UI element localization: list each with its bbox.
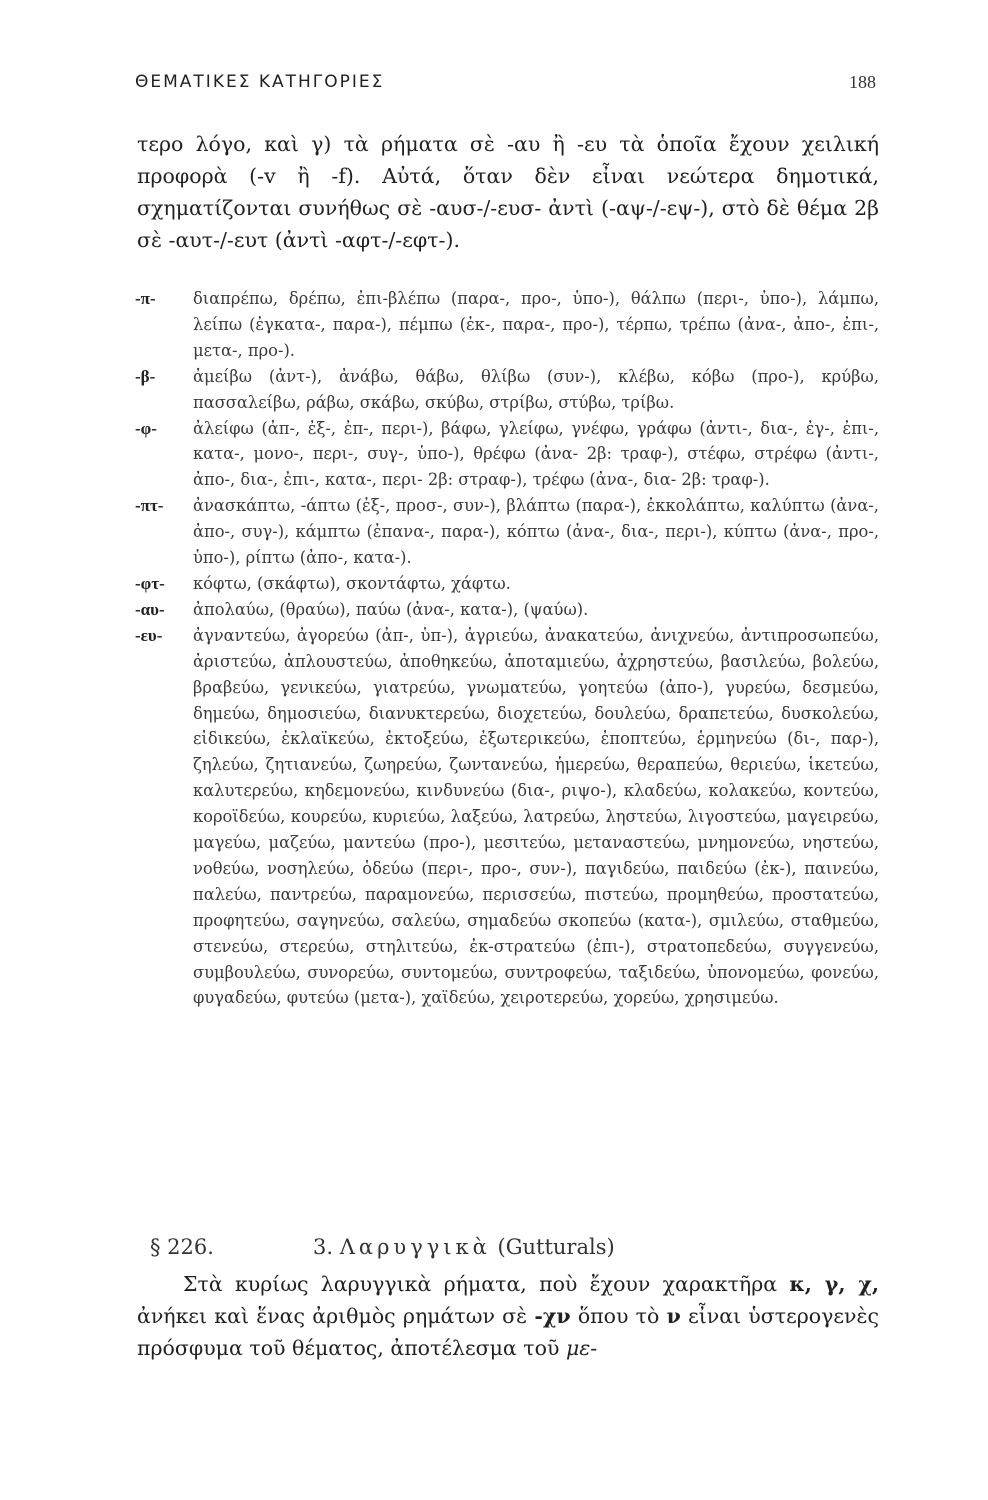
paragraph-bold: ν [666,1304,681,1328]
paragraph-text: ὅπου τὸ [577,1304,660,1328]
paragraph-bold: -χν [534,1304,571,1328]
verb-class-label: -π- [135,289,156,308]
verb-class-entry [137,571,879,597]
section-paragraph [137,1268,879,1364]
verb-class-text: κόφτω, (σκάφτω), σκοντάφτω, χάφτω. [193,573,511,593]
paragraph-text: ἀνήκει καὶ ἕνας ἀριθμὸς ρημάτων σὲ [137,1304,528,1328]
paragraph-italic: με- [565,1336,598,1360]
verb-class-text: ἀνασκάπτω, -άπτω (ἐξ-, προσ-, συν-), βλάπτω (παρα-), ἐκκολάπτω, καλύπτω (ἀνα-, ἀπο-, συγ-), κάμπτω (ἐπανα-, παρα-), κόπτω (ἀνα-, δια-, περι-), κύπτω (ἀνα-, προ-, ὑπο-), ρίπτω (ἀπο-, κατα-). [193,496,879,568]
section-heading [150,1235,880,1269]
paragraph-text: Στὰ κυρίως λαρυγγικὰ ρήματα, ποὺ ἔχουν χαρακτῆρα [183,1272,778,1296]
verb-class-label: -φτ- [135,573,165,593]
verb-class-entry [137,286,879,364]
verb-class-label: -πτ- [135,496,164,516]
section-greek-title: Λαρυγγικὰ [339,1235,491,1259]
running-title: ΘΕΜΑΤΙΚΕΣ ΚΑΤΗΓΟΡΙΕΣ [135,72,385,92]
verb-class-entry [137,597,879,623]
section-english-title: (Gutturals) [497,1235,615,1259]
section-number: § 226. [150,1235,214,1259]
verb-class-entry [137,493,879,571]
verb-class-label: -β- [135,366,156,386]
verb-class-entry [137,416,879,494]
verb-class-text: ἀπολαύω, (θραύω), παύω (ἀνα-, κατα-), (ψαύω). [193,599,589,619]
verb-class-label: -αυ- [135,599,165,619]
intro-paragraph: τερο λόγο, καὶ γ) τὰ ρήματα σὲ -αυ ἢ -ευ τὰ ὁποῖα ἔχουν χειλική προφορὰ (-v ἢ -f). Αὐτά, ὅταν δὲν εἶναι νεώτερα δημοτικά, σχηματίζονται συνήθως σὲ -αυσ-/-ευσ- ἀντὶ (-αψ-/-εψ-), στὸ δὲ θέμα 2β σὲ -αυτ-/-ευτ (ἀντὶ -αφτ-/-εφτ-). [137,132,879,252]
verb-class-text: ἀλείφω (ἀπ-, ἐξ-, ἐπ-, περι-), βάφω, γλείφω, γνέφω, γράφω (ἀντι-, δια-, ἐγ-, ἐπι-, κατα-, μονο-, περι-, συγ-, ὑπο-), θρέφω (ἀνα- 2β: τραφ-), στέφω, στρέφω (ἀντι-, ἀπο-, δια-, ἐπι-, κατα-, περι- 2β: στραφ-), τρέφω (ἀνα-, δια- 2β: τραφ-). [193,418,879,490]
verb-class-label: -ευ- [135,625,163,645]
running-header [135,72,876,100]
verb-class-text: ἀγναντεύω, ἀγορεύω (ἀπ-, ὑπ-), ἀγριεύω, ἀνακατεύω, ἀνιχνεύω, ἀντιπροσωπεύω, ἀριστεύω, ἀπλουστεύω, ἀποθηκεύω, ἀποταμιεύω, ἀχρηστεύω, βασιλεύω, βολεύω, βραβεύω, γενικεύω, γιατρεύω, γνωματεύω, γοητεύω (ἀπο-), γυρεύω, δεσμεύω, δημεύω, δημοσιεύω, διανυκτερεύω, διοχετεύω, δουλεύω, δραπετεύω, δυσκολεύω, εἰδικεύω, ἐκλαϊκεύω, ἐκτοξεύω, ἐξωτερικεύω, ἐποπτεύω, ἑρμηνεύω (δι-, παρ-), ζηλεύω, ζητιανεύω, ζωηρεύω, ζωντανεύω, ἡμερεύω, θεραπεύω, θεριεύω, ἱκετεύω, καλυτερεύω, κηδεμονεύω, κινδυνεύω (δια-, ριψο-), κλαδεύω, κολακεύω, κοντεύω, κοροϊδεύω, κουρεύω, κυριεύω, λαξεύω, λατρεύω, ληστεύω, λιγοστεύω, μαγειρεύω, μαγεύω, μαζεύω, μαντεύω (προ-), μεσιτεύω, μεταναστεύω, μνημονεύω, νηστεύω, νοθεύω, νοσηλεύω, ὁδεύω (περι-, προ-, συν-), παγιδεύω, παιδεύω (ἐκ-), παινεύω, παλεύω, παντρεύω, παραμονεύω, περισσεύω, πιστεύω, προμηθεύω, προστατεύω, προφητεύω, σαγηνεύω, σαλεύω, σημαδεύω σκοπεύω (κατα-), σμιλεύω, σταθμεύω, στενεύω, στερεύω, στηλιτεύω, ἐκ-στρατεύω (ἐπι-), στρατοπεδεύω, συγγενεύω, συμβουλεύω, συνορεύω, συντομεύω, συντροφεύω, ταξιδεύω, ὑπονομεύω, φονεύω, φυγαδεύω, φυτεύω (μετα-), χαϊδεύω, χειροτερεύω, χορεύω, χρησιμεύω. [193,625,879,1008]
paragraph-bold: κ, γ, χ, [789,1272,879,1296]
verb-class-entry [137,364,879,416]
verb-class-text: διαπρέπω, δρέπω, ἐπι-βλέπω (παρα-, προ-, ὑπο-), θάλπω (περι-, ὑπο-), λάμπω, λείπω (ἐγκατα-, παρα-), πέμπω (ἐκ-, παρα-, προ-), τέρπω, τρέπω (ἀνα-, ἀπο-, ἐπι-, μετα-, προ-). [193,289,879,360]
verb-class-label: -φ- [135,418,157,438]
verb-class-list [137,286,879,1011]
verb-class-entry [137,623,879,1012]
paragraph-text: εἶναι ὑστερογενὲς πρόσφυμα τοῦ θέματος, ἀποτέλεσμα τοῦ [137,1304,879,1360]
section-index: 3. [313,1235,334,1259]
verb-class-text: ἀμείβω (ἀντ-), ἀνάβω, θάβω, θλίβω (συν-), κλέβω, κόβω (προ-), κρύβω, πασσαλείβω, ράβω, σκάβω, σκύβω, στρίβω, στύβω, τρίβω. [193,366,879,412]
section-title [313,1235,615,1259]
page-number: 188 [849,72,876,92]
